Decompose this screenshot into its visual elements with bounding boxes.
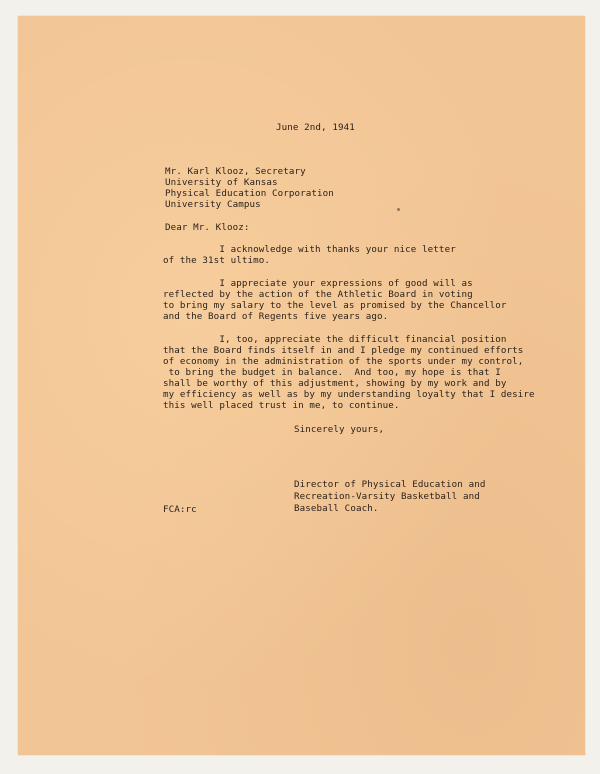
signature-line: Baseball Coach. [294,503,379,514]
address-line: Physical Education Corporation [165,188,334,199]
letter-page [18,16,585,755]
address-line: Mr. Karl Klooz, Secretary [165,166,306,177]
paragraph-1-line: I acknowledge with thanks your nice letter [163,244,456,255]
letter-date: June 2nd, 1941 [276,122,355,133]
paper-speck [397,208,400,211]
paragraph-3-line: of economy in the administration of the sports under my control, [163,356,524,367]
closing: Sincerely yours, [294,424,385,435]
typist-initials: FCA:rc [163,504,197,515]
address-line: University of Kansas [165,177,278,188]
paragraph-2-line: to bring my salary to the level as promised by the Chancellor [163,300,507,311]
paragraph-3-line: this well placed trust in me, to continue. [163,400,400,411]
paragraph-2-line: reflected by the action of the Athletic Board in voting [163,289,473,300]
paragraph-3-line: to bring the budget in balance. And too, my hope is that I [163,367,501,378]
paragraph-3-line: I, too, appreciate the difficult financial position [163,334,507,345]
paragraph-3-line: my efficiency as well as by my understanding loyalty that I desire [163,389,535,400]
signature-line: Recreation-Varsity Basketball and [294,491,480,502]
signature-line: Director of Physical Education and [294,479,486,490]
salutation: Dear Mr. Klooz: [165,222,250,233]
paragraph-3-line: shall be worthy of this adjustment, showing by my work and by [163,378,507,389]
address-line: University Campus [165,199,261,210]
paragraph-2-line: I appreciate your expressions of good will as [163,278,473,289]
paragraph-1-line: of the 31st ultimo. [163,255,270,266]
paragraph-3-line: that the Board finds itself in and I pledge my continued efforts [163,345,524,356]
paragraph-2-line: and the Board of Regents five years ago. [163,311,389,322]
